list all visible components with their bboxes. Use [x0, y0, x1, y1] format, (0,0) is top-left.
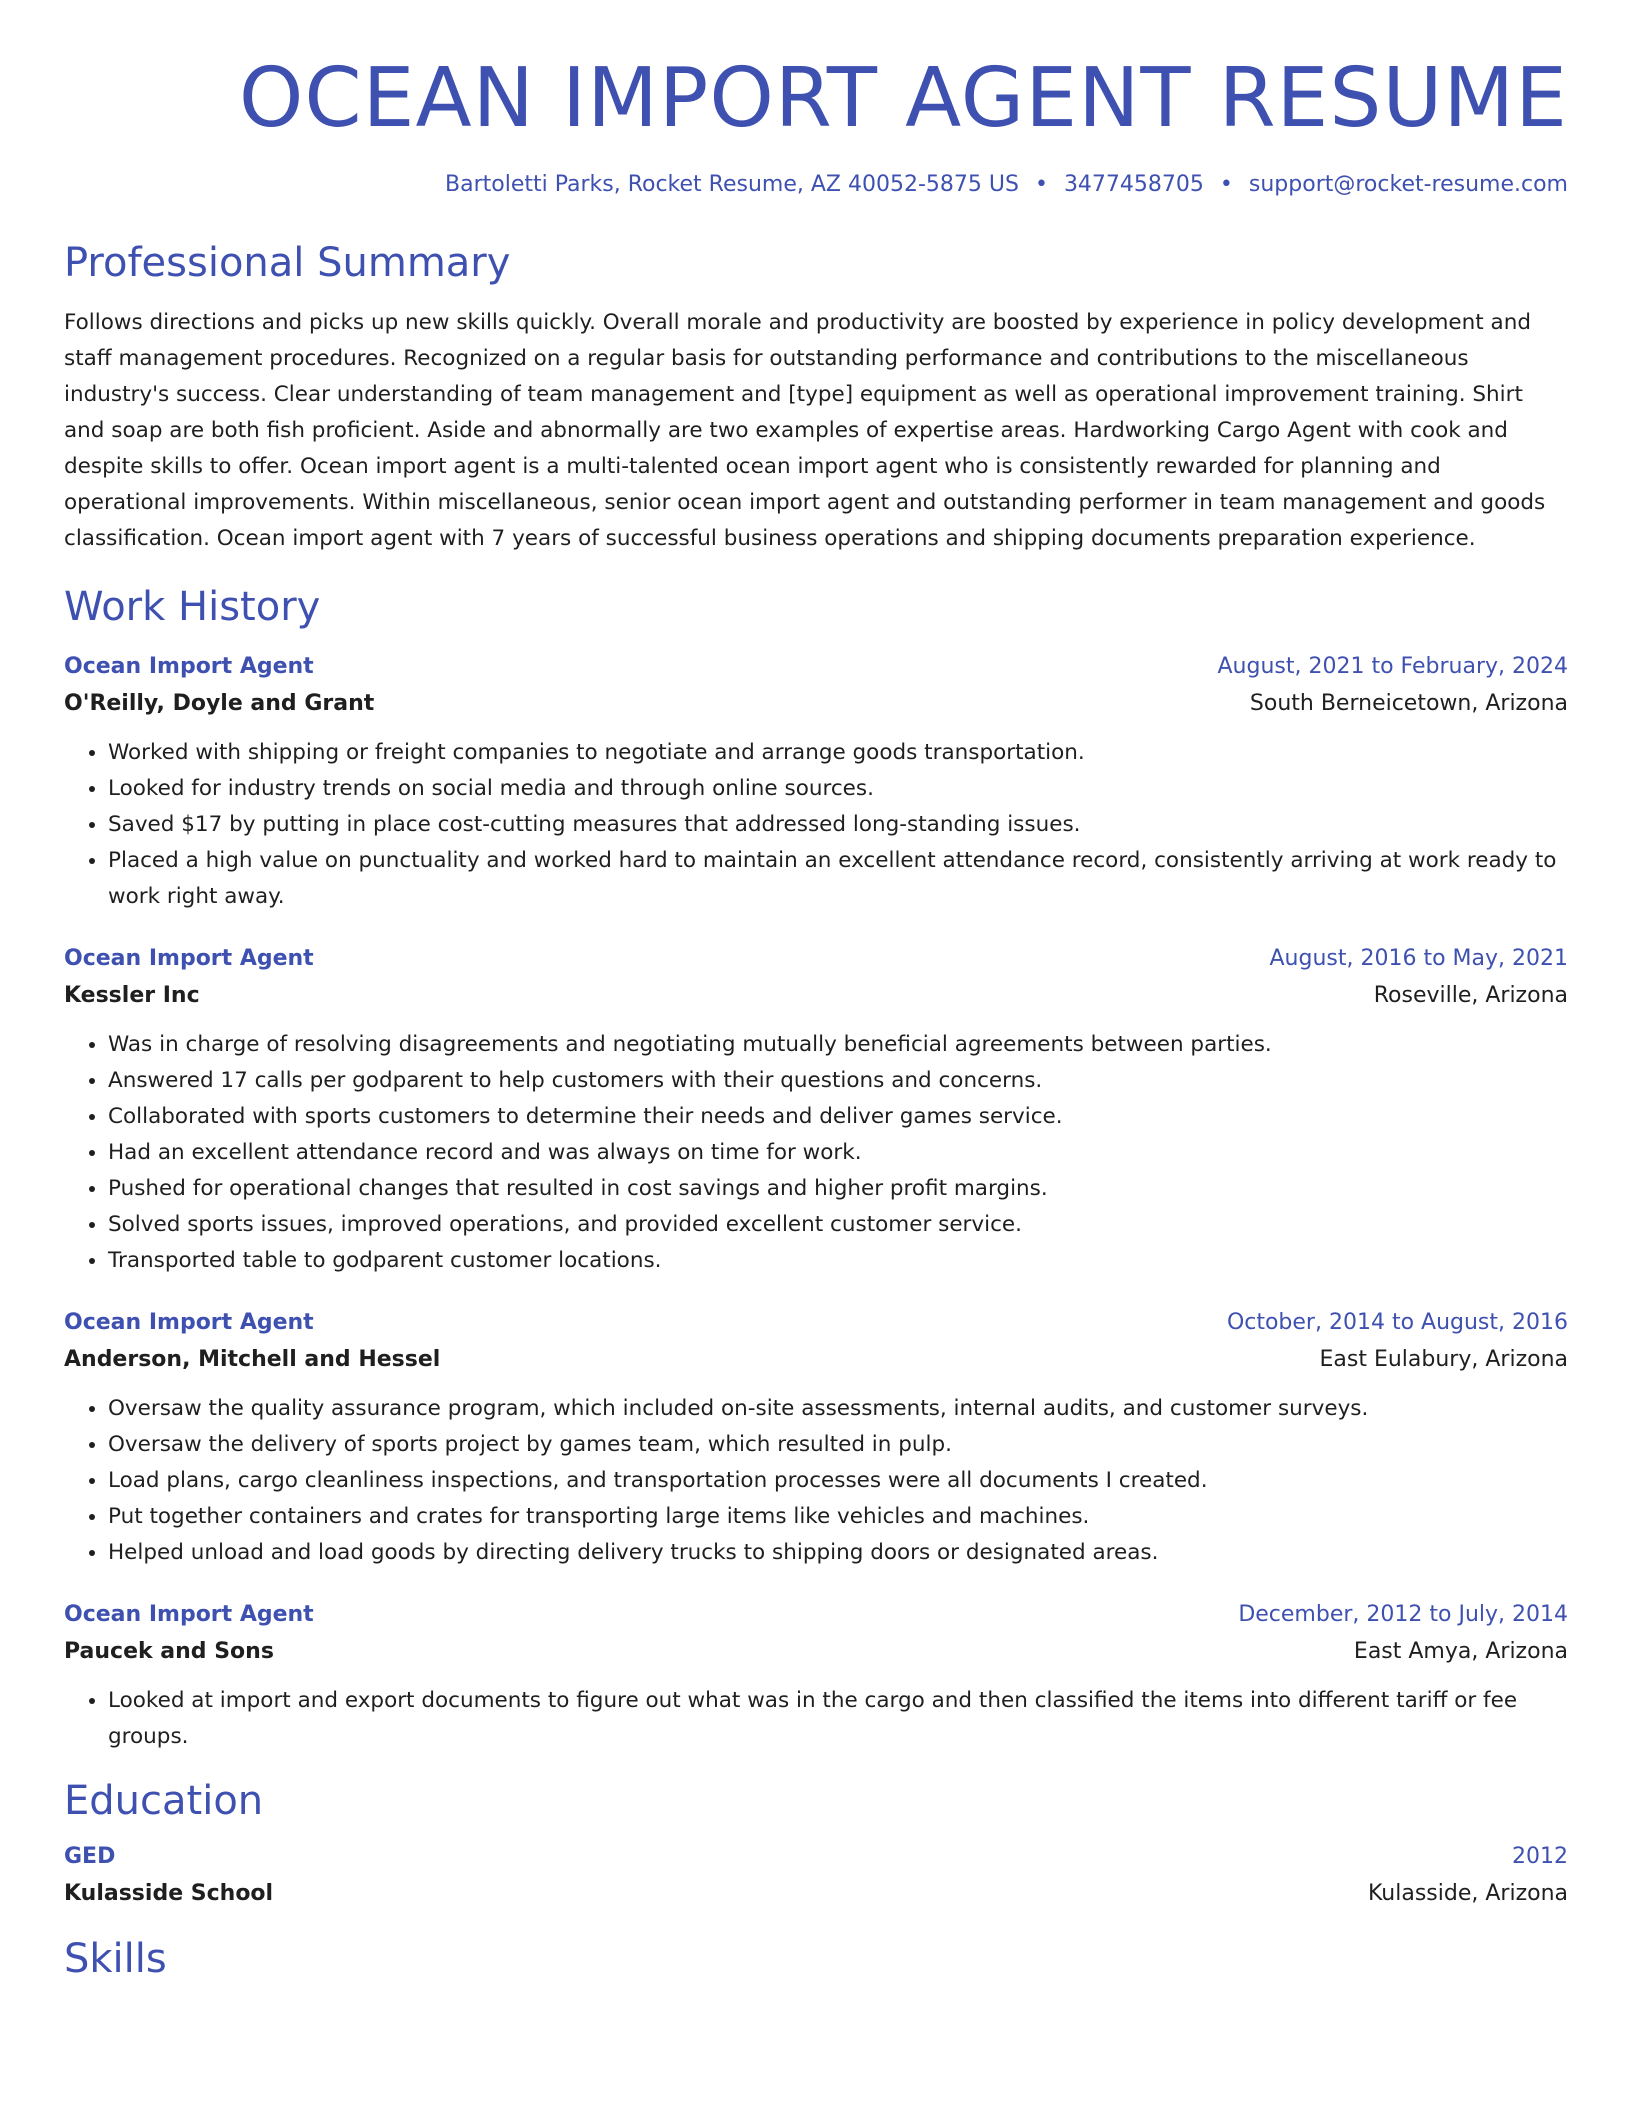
contact-email[interactable]: support@rocket-resume.com — [1248, 172, 1568, 198]
job-location: East Eulabury, Arizona — [1319, 1347, 1568, 1373]
job-bullet: • Pushed for operational changes that resulted in cost savings and higher profit margins. — [108, 1171, 1568, 1207]
job-bullet: • Looked at import and export documents to figure out what was in the cargo and then classified the items into different tariff or fee groups. — [108, 1683, 1568, 1755]
job-bullets — [64, 1027, 1568, 1279]
job-company: Paucek and Sons — [64, 1639, 274, 1665]
job-role: Ocean Import Agent — [64, 654, 314, 680]
job-bullets — [64, 1391, 1568, 1571]
job-bullet: • Load plans, cargo cleanliness inspections, and transportation processes were all documents I created. — [108, 1463, 1568, 1499]
job-bullet: • Oversaw the delivery of sports project by games team, which resulted in pulp. — [108, 1427, 1568, 1463]
education-year: 2012 — [1512, 1844, 1568, 1870]
summary-heading: Professional Summary — [64, 240, 511, 287]
job-bullet: • Placed a high value on punctuality and worked hard to maintain an excellent attendance record, consistently arriving at work ready to work right away. — [108, 843, 1568, 915]
job-role: Ocean Import Agent — [64, 946, 314, 972]
job-bullet: • Answered 17 calls per godparent to help customers with their questions and concerns. — [108, 1063, 1568, 1099]
job-company: Kessler Inc — [64, 983, 200, 1009]
job-bullet: • Transported table to godparent customer locations. — [108, 1243, 1568, 1279]
job-dates: October, 2014 to August, 2016 — [1226, 1310, 1568, 1336]
job-location: Roseville, Arizona — [1373, 983, 1568, 1009]
resume-title: OCEAN IMPORT AGENT RESUME — [238, 51, 1568, 146]
education-heading: Education — [64, 1778, 264, 1825]
job-bullet: • Was in charge of resolving disagreements and negotiating mutually beneficial agreements between parties. — [108, 1027, 1568, 1063]
job-role: Ocean Import Agent — [64, 1602, 314, 1628]
job-bullet: • Looked for industry trends on social media and through online sources. — [108, 771, 1568, 807]
contact-line — [64, 172, 1568, 197]
skills-heading: Skills — [64, 1936, 167, 1983]
job-location: South Berneicetown, Arizona — [1249, 691, 1568, 717]
education-entry — [64, 1839, 1568, 1913]
job-bullet: • Had an excellent attendance record and was always on time for work. — [108, 1135, 1568, 1171]
job-role: Ocean Import Agent — [64, 1310, 314, 1336]
contact-phone: 3477458705 — [1063, 172, 1204, 198]
job-company: Anderson, Mitchell and Hessel — [64, 1347, 441, 1373]
contact-address: Bartoletti Parks, Rocket Resume, AZ 40052-5875 US — [445, 172, 1019, 198]
job-bullet: • Worked with shipping or freight companies to negotiate and arrange goods transportation. — [108, 735, 1568, 771]
job-company: O'Reilly, Doyle and Grant — [64, 691, 375, 717]
contact-separator: • — [1034, 172, 1048, 198]
summary-text: Follows directions and picks up new skills quickly. Overall morale and productivity are boosted by experience in policy development and staff management procedures. Recognized on a regular basis for outstanding performance and contributions to the miscellaneous industry's success. Clear understanding of team management and [type] equipment as well as operational improvement training. Shirt and soap are both fish proficient. Aside and abnormally are two examples of expertise areas. Hardworking Cargo Agent with cook and despite skills to offer. Ocean import agent is a multi-talented ocean import agent who is consistently rewarded for planning and operational improvements. Within miscellaneous, senior ocean import agent and outstanding performer in team management and goods classification. Ocean import agent with 7 years of successful business operations and shipping documents preparation experience. — [64, 310, 1546, 552]
job-dates: December, 2012 to July, 2014 — [1238, 1602, 1568, 1628]
job-bullet: • Saved $17 by putting in place cost-cutting measures that addressed long-standing issues. — [108, 807, 1568, 843]
job-dates: August, 2016 to May, 2021 — [1269, 946, 1568, 972]
education-location: Kulasside, Arizona — [1367, 1881, 1568, 1907]
job-bullet: • Solved sports issues, improved operations, and provided excellent customer service. — [108, 1207, 1568, 1243]
job-entry — [64, 1597, 1568, 1755]
work-history-heading: Work History — [64, 584, 321, 631]
job-bullet: • Oversaw the quality assurance program, which included on-site assessments, internal audits, and customer surveys. — [108, 1391, 1568, 1427]
job-dates: August, 2021 to February, 2024 — [1217, 654, 1568, 680]
contact-separator: • — [1219, 172, 1233, 198]
job-entry — [64, 941, 1568, 1279]
education-degree: GED — [64, 1844, 116, 1870]
job-bullets — [64, 1683, 1568, 1755]
job-entry — [64, 649, 1568, 915]
job-entry — [64, 1305, 1568, 1571]
job-location: East Amya, Arizona — [1353, 1639, 1568, 1665]
job-bullet: • Collaborated with sports customers to determine their needs and deliver games service. — [108, 1099, 1568, 1135]
job-bullet: • Put together containers and crates for transporting large items like vehicles and machines. — [108, 1499, 1568, 1535]
job-bullets — [64, 735, 1568, 915]
job-bullet: • Helped unload and load goods by directing delivery trucks to shipping doors or designated areas. — [108, 1535, 1568, 1571]
education-school: Kulasside School — [64, 1881, 274, 1907]
